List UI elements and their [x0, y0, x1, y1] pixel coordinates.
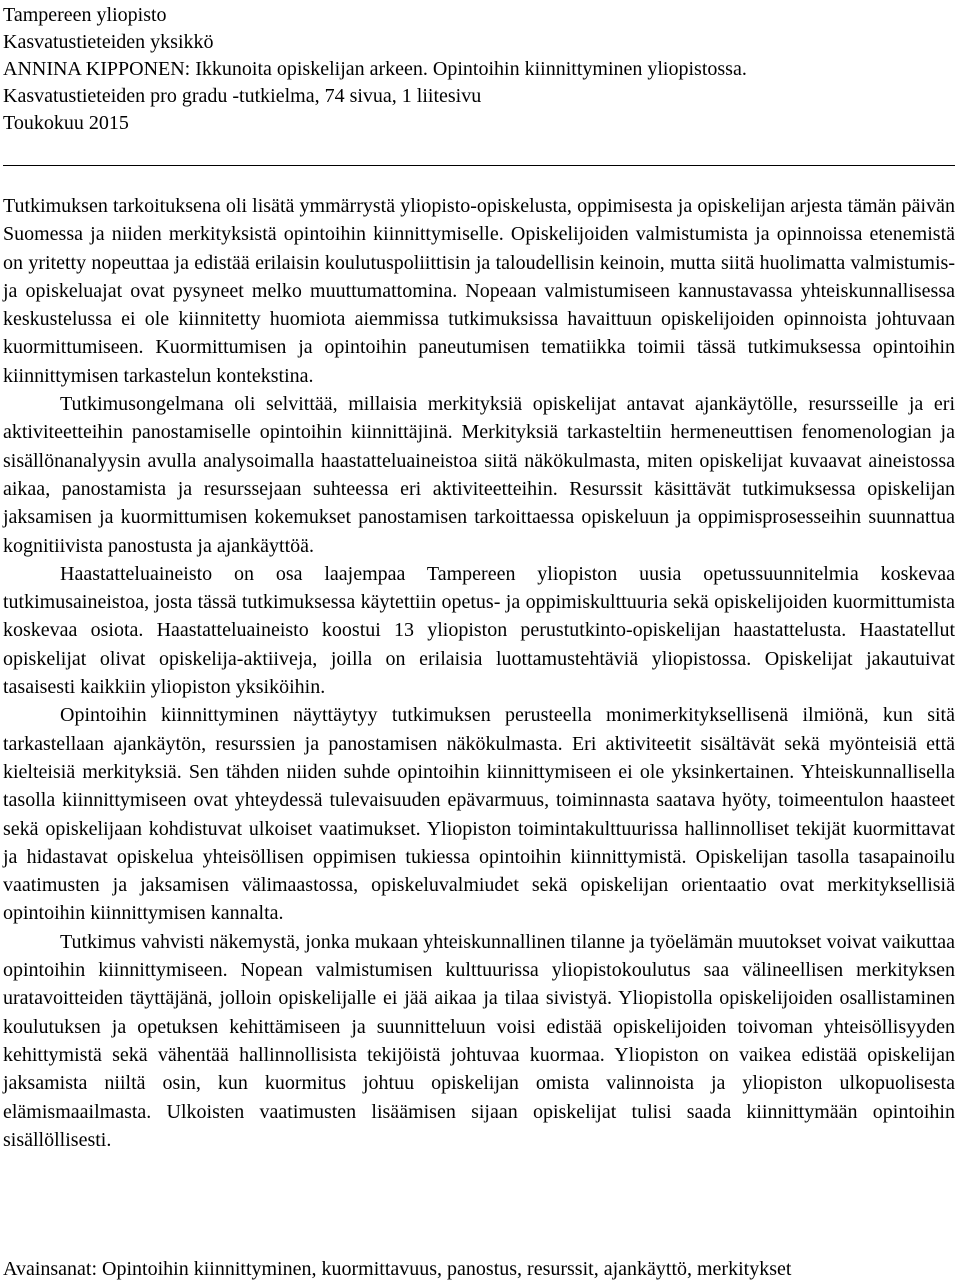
keywords: Avainsanat: Opintoihin kiinnittyminen, kuormittavuus, panostus, resurssit, ajankäyttö, merkitykset — [3, 1258, 792, 1280]
author-and-title: ANNINA KIPPONEN: Ikkunoita opiskelijan arkeen. Opintoihin kiinnittyminen yliopistossa. — [3, 58, 747, 80]
abstract-paragraph-2: Tutkimusongelmana oli selvittää, millaisia merkityksiä opiskelijat antavat ajankäytölle, resursseille ja eri aktiviteetteihin panostamiselle opintoihin kiinnittäjinä. Merkityksiä tarkasteltiin hermeneuttisen fenomenologian ja sisällönanalyysin avulla analysoimalla haastatteluaineistoa siitä näkökulmasta, miten opiskelijat kuvaavat aineistossa aikaa, panostamista ja resurssejaan suhteessa eri aktiviteetteihin. Resurssit käsittävät tutkimuksessa opiskelijan jaksamisen ja kuormittumisen kokemukset panostamisen tarkoittaessa opiskeluun ja oppimisprosesseihin suunnattua kognitiivista panostusta ja ajankäyttöä. — [3, 393, 955, 557]
header-divider — [3, 165, 955, 166]
abstract-paragraph-3: Haastatteluaineisto on osa laajempaa Tampereen yliopiston uusia opetussuunnitelmia koskevaa tutkimusaineistoa, josta tässä tutkimuksessa käytettiin opetus- ja oppimiskulttuuria sekä opiskelijoiden kuormittumista koskevaa osiota. Haastatteluaineisto koostui 13 yliopiston perustutkinto-opiskelijan haastattelusta. Haastatellut opiskelijat olivat opiskelija-aktiiveja, joilla on erilaisia luottamustehtäviä yliopistossa. Opiskelijat jakautuivat tasaisesti kaikkiin yliopiston yksiköihin. — [3, 562, 955, 699]
university-name: Tampereen yliopisto — [3, 4, 167, 26]
document-page — [3, 0, 955, 1280]
abstract-paragraph-5: Tutkimus vahvisti näkemystä, jonka mukaan yhteiskunnallinen tilanne ja työelämän muutokset voivat vaikuttaa opintoihin kiinnittymiseen. Nopean valmistumisen kulttuurissa yliopistokoulutus saa välineellisen merkityksen uratavoitteiden täyttäjänä, jolloin opiskelijalle ei jää aikaa ja tilaa sivistyä. Yliopistolla opiskelijoiden osallistaminen koulutuksen ja opetuksen kehittämiseen ja suunnitteluun voisi edistää opiskelijoiden toivoman yhteisöllisyyden kehittymistä sekä vähentää hallinnollisista tekijöistä johtuvaa kuormaa. Yliopiston on vaikea edistää opiskelijan jaksamista niiltä osin, kun kuormitus johtuu opiskelijan omista valinnoista ja yliopiston ulkopuolisesta elämismaailmasta. Ulkoisten vaatimusten lisäämisen sijaan opiskelijat tulisi saada kiinnittymään opintoihin sisällöllisesti. — [3, 930, 955, 1151]
abstract-paragraph-1: Tutkimuksen tarkoituksena oli lisätä ymmärrystä yliopisto-opiskelusta, oppimisesta ja opiskelijan arjesta tämän päivän Suomessa ja niiden merkityksistä opintoihin kiinnittymiselle. Opiskelijoiden valmistumista ja opinnoissa etenemistä on yritetty nopeuttaa ja edistää erilaisin koulutuspoliittisin ja taloudellisin keinoin, mutta siitä huolimatta valmistumis- ja opiskeluajat ovat pysyneet melko muuttumattomina. Nopeaan valmistumiseen kannustavassa yhteiskunnallisessa keskustelussa ei ole kiinnitetty huomiota aiemmissa tutkimuksissa havaittuun opiskelijoiden opinnoista johtuvaan kuormittumiseen. Kuormittumisen ja opintoihin paneutumisen tematiikka toimii tässä tutkimuksessa opintoihin kiinnittymisen tarkastelun kontekstina. — [3, 195, 955, 387]
publication-date: Toukokuu 2015 — [3, 112, 129, 134]
unit-name: Kasvatustieteiden yksikkö — [3, 31, 214, 53]
abstract-body — [3, 192, 955, 1154]
thesis-info: Kasvatustieteiden pro gradu -tutkielma, 74 sivua, 1 liitesivu — [3, 85, 482, 107]
abstract-paragraph-4: Opintoihin kiinnittyminen näyttäytyy tutkimuksen perusteella monimerkityksellisenä ilmiönä, kun sitä tarkastellaan ajankäytön, resurssien ja panostamisen näkökulmasta. Eri aktiviteetit sisältävät sekä myönteisiä että kielteisiä merkityksiä. Sen tähden niiden suhde opintoihin kiinnittymiseen ei ole yksinkertainen. Yhteiskunnallisella tasolla kiinnittymiseen ovat yhteydessä tulevaisuuden epävarmuus, toiminnasta saatava hyöty, toimeentulon haasteet sekä opiskelijaan kohdistuvat ulkoiset vaatimukset. Yliopiston toimintakulttuurissa hallinnolliset tekijät kuormittavat ja hidastavat opiskelua yhteisöllisen oppimisen tukiessa opintoihin kiinnittymistä. Opiskelijan tasolla tasapainoilu vaatimusten ja jaksamisen välimaastossa, opiskeluvalmiudet sekä opiskelijan orientaatio ovat merkityksellisiä opintoihin kiinnittymisen kannalta. — [3, 704, 955, 925]
document-header — [3, 0, 955, 137]
